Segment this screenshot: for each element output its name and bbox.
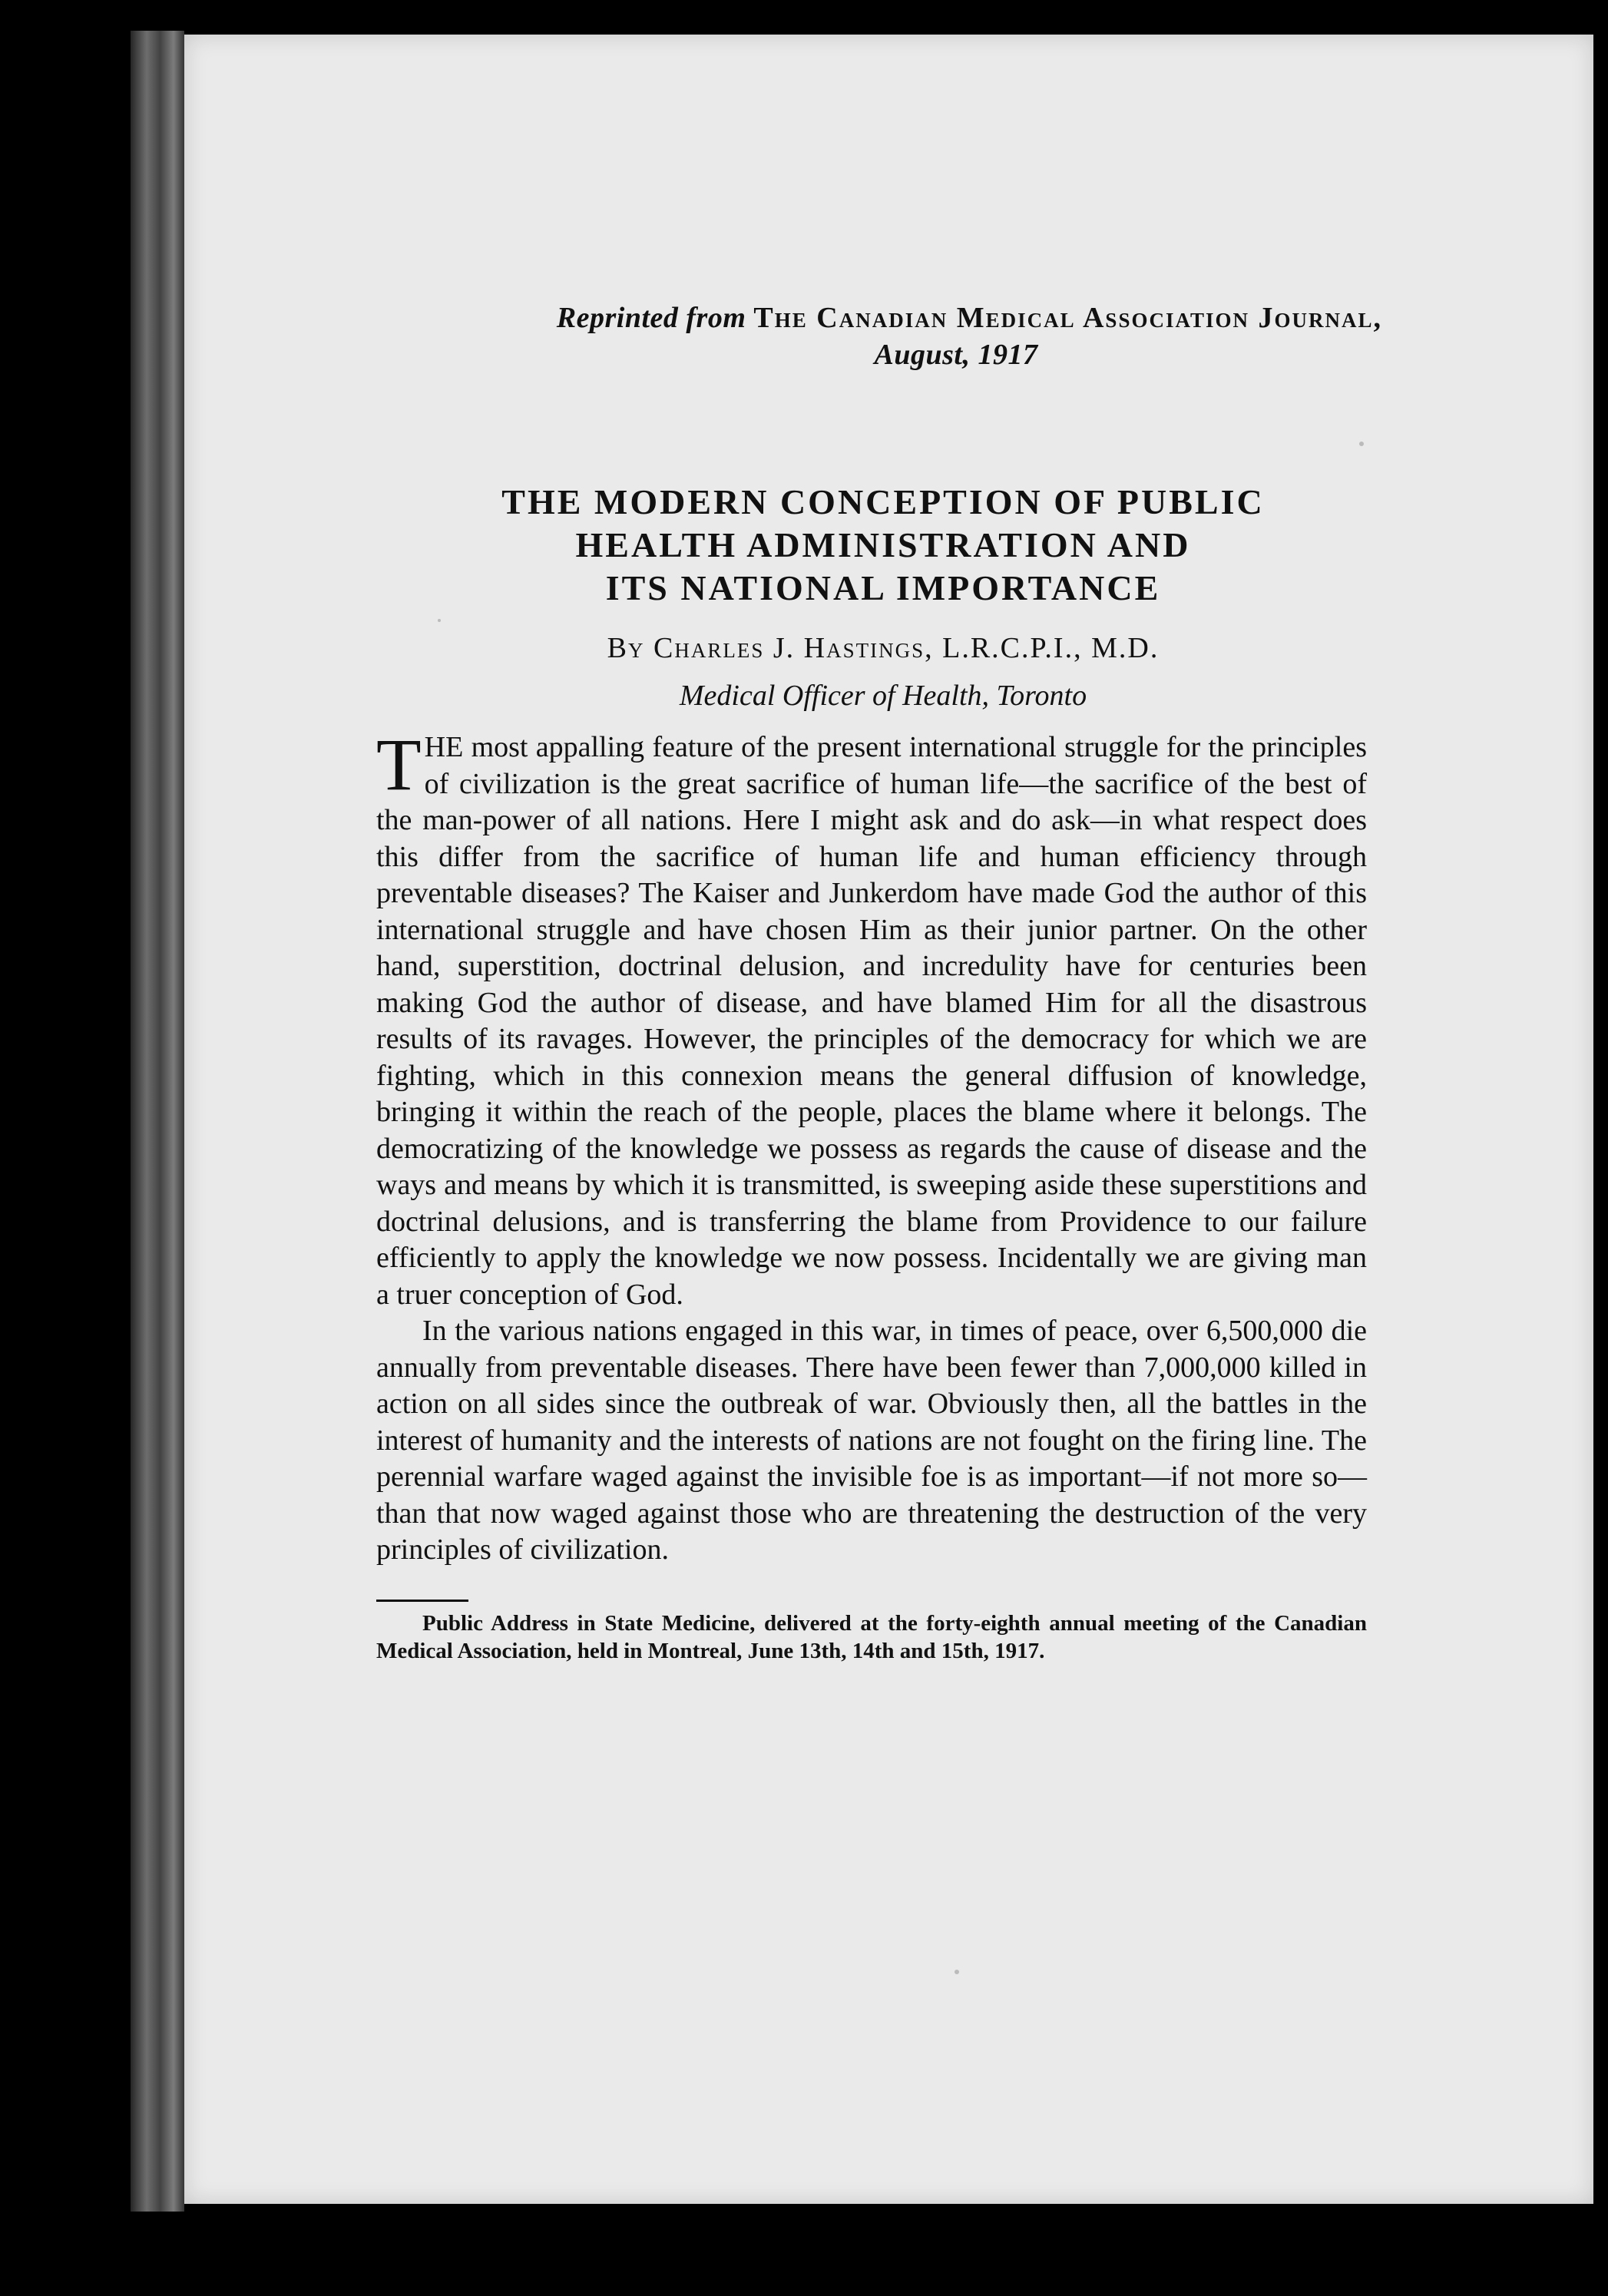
scan-speck xyxy=(438,619,441,622)
author-affiliation: Medical Officer of Health, Toronto xyxy=(679,680,1087,712)
drop-cap: T xyxy=(376,723,422,806)
journal-name: The Canadian Medical Association Journal, xyxy=(753,302,1382,334)
footnote-rule xyxy=(376,1600,468,1602)
issue-date: August, 1917 xyxy=(874,339,1038,371)
binding-edge xyxy=(131,31,184,2212)
document-content xyxy=(376,299,1382,1665)
paragraph-1-text: HE most appalling feature of the present international struggle for the principles of civilization is the great sacrifice of human life—the sacrifice of the best of the man-power of all nations. Here I might ask and do ask—in what respect does this differ from the sacrifice of human life and human efficiency through preventable diseases? The Kaiser and Junkerdom have made God the author of this international struggle and have chosen Him as their junior partner. On the other hand, superstition, doctrinal delusion, and incredulity have for centuries been making God the author of disease, and have blamed Him for all the disastrous results of its ravages. However, the principles of the democracy for which we are fighting, which in this connexion means the general diffusion of knowledge, bringing it within the reach of the people, places the blame where it belongs. The democratizing of the knowledge we possess as regards the cause of disease and the ways and means by which it is transmitted, is sweeping aside these superstitions and doctrinal delusions, and is transferring the blame from Providence to our failure efficiently to apply the knowledge we now possess. Incidentally we are giving man a truer conception of God. xyxy=(376,731,1367,1311)
paragraph-2: In the various nations engaged in this war, in times of peace, over 6,500,000 die annually from preventable diseases. There have been fewer than 7,000,000 killed in action on all sides since the outbreak of war. Obviously then, all the battles in the interest of humanity and the interests of nations are not fought on the firing line. The perennial warfare waged against the invisible foe is as important—if not more so—than that now waged against those who are threatening the destruction of the very principles of civilization. xyxy=(376,1315,1367,1566)
footnote: Public Address in State Medicine, delivered at the forty-eighth annual meeting of the Canadian Medical Association, held in Montreal, June 13th, 14th and 15th, 1917. xyxy=(376,1610,1367,1663)
article-body xyxy=(376,723,1367,1569)
reprinted-from-label: Reprinted from xyxy=(556,302,746,334)
author-byline: By Charles J. Hastings, L.R.C.P.I., M.D. xyxy=(607,632,1160,664)
title-line-3: ITS NATIONAL IMPORTANCE xyxy=(605,568,1161,607)
reprint-notice xyxy=(376,299,1382,373)
paragraph-1 xyxy=(376,723,1367,1313)
article-title xyxy=(407,481,1359,610)
title-line-2: HEALTH ADMINISTRATION AND xyxy=(575,525,1191,564)
scan-speck xyxy=(955,1970,959,1974)
title-line-1: THE MODERN CONCEPTION OF PUBLIC xyxy=(501,482,1265,521)
scan-speck xyxy=(1359,442,1364,446)
